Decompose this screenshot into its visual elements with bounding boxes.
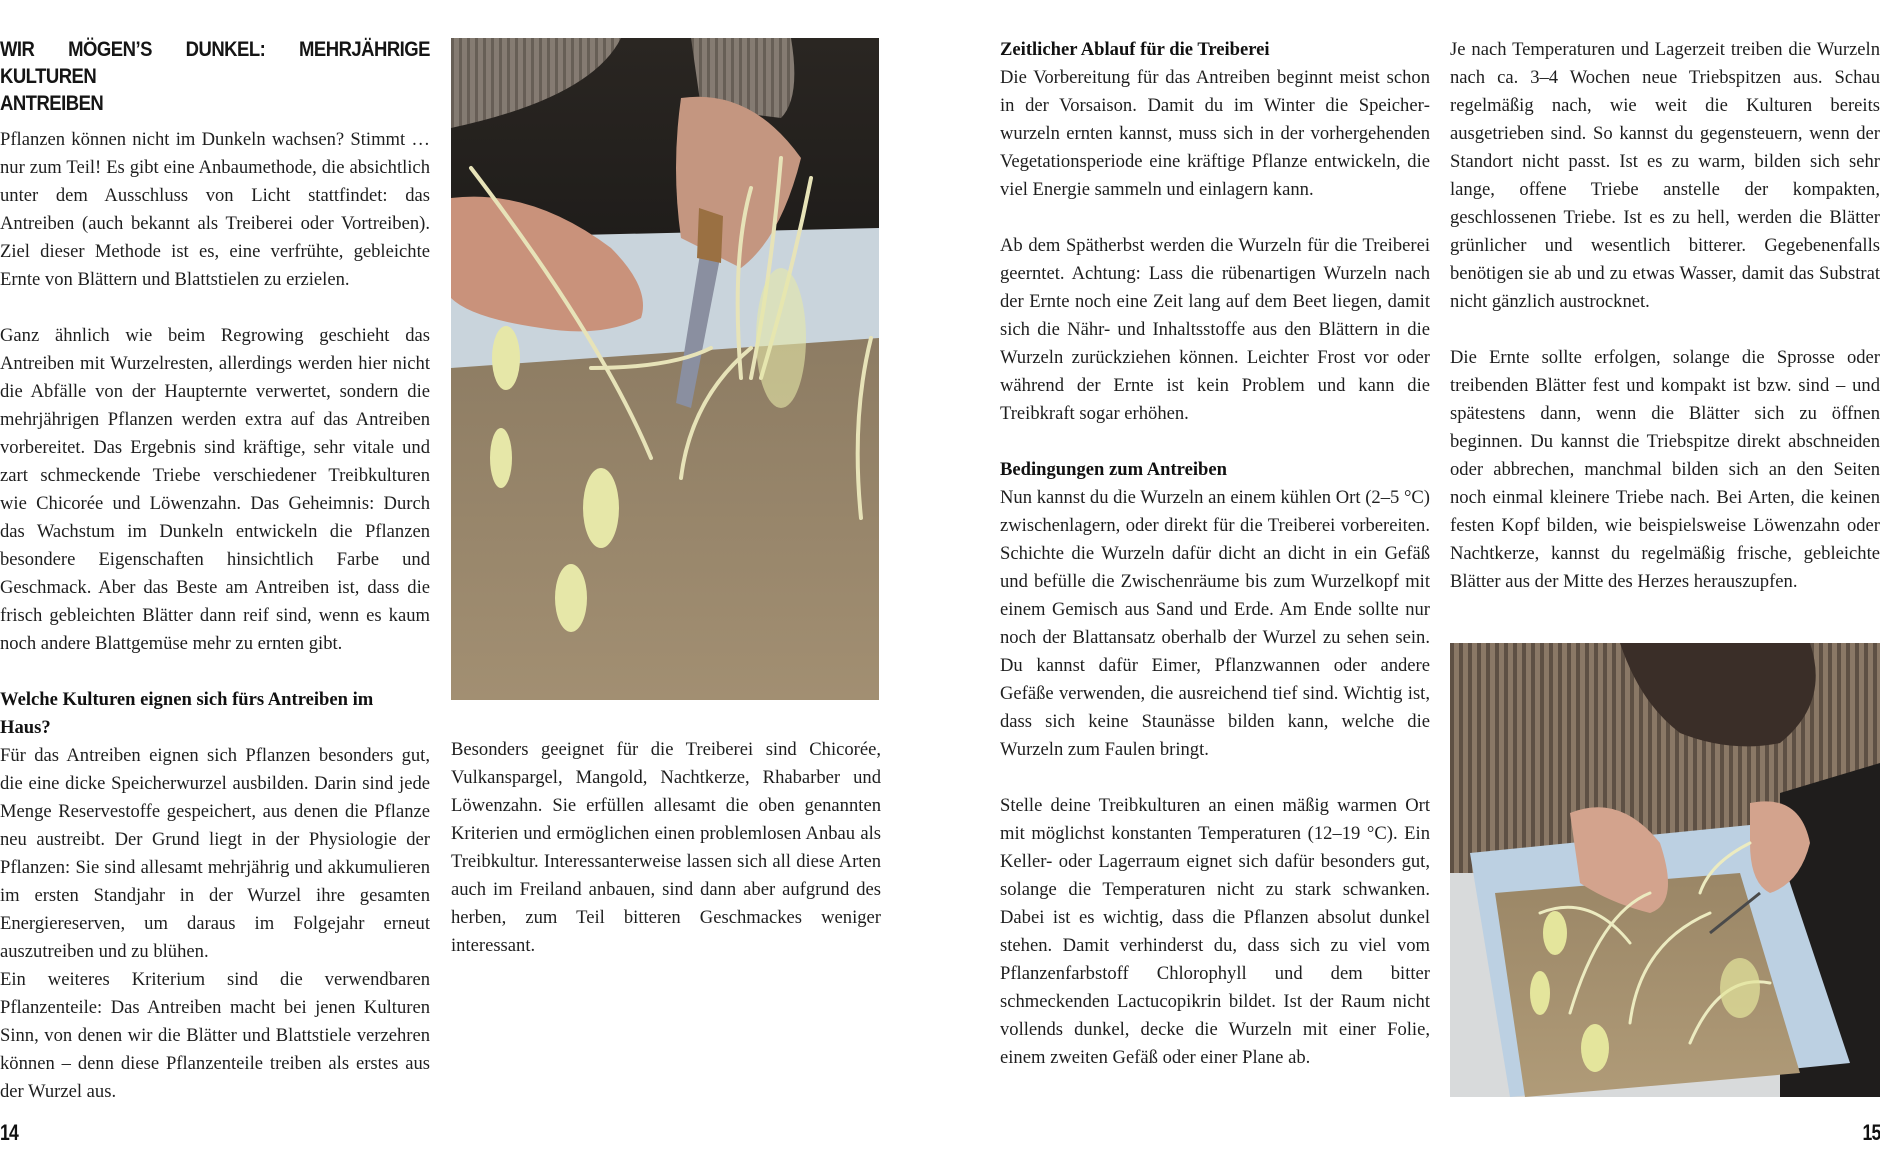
photo-illustration — [451, 38, 879, 700]
right-column-2 — [1450, 36, 1880, 596]
chapter-title — [0, 36, 430, 115]
body-paragraph: Die Vorbereitung für das Antreiben beginnt meist schon in der Vorsaison. Damit du im Winter die Speicherwurzeln ernten kannst, muss sich in der vorhergehenden Vegetationsperiode eine kräftige Pflanze entwickeln, die viel Energie sammeln und einlagern kann. — [1000, 67, 1430, 200]
body-paragraph: Ganz ähnlich wie beim Regrowing geschieht das Antreiben mit Wurzelresten, allerdings werden hier nicht die Abfälle von der Haupternte verwertet, sondern die mehrjährigen Pflanzen werden extra auf das Antreiben vorbereitet. Das Ergebnis sind kräftige, sehr vitale und zart schmeckende Triebe verschiedener Treibkulturen wie Chicorée und Löwenzahn. Das Geheimnis: Durch das Wachstum im Dunkeln entwickeln die Pflanzen besondere Eigenschaften hinsichtlich Farbe und Geschmack. Aber das Beste am Antreiben ist, dass die frisch gebleichten Blätter dann reif sind, wenn es kaum noch andere Blattgemüse mehr zu ernten gibt. — [0, 325, 430, 654]
chapter-title-line-1: WIR MÖGEN’S DUNKEL: MEHRJÄHRIGE KULTUREN — [0, 37, 430, 88]
section-heading: Zeitlicher Ablauf für die Treiberei — [1000, 39, 1270, 60]
body-paragraph: Nun kannst du die Wurzeln an einem kühlen Ort (2–5 °C) zwischenlagern, oder direkt für die Treiberei vorbereiten. Schichte die Wurzeln dafür dicht an dicht in ein Gefäß und befülle die Zwischenräume bis zum Wurzelkopf mit einem Gemisch aus Sand und Erde. Am Ende sollte nur noch der Blattansatz oberhalb der Wurzel zu sehen sein. Du kannst dafür Eimer, Pflanzwannen oder andere Gefäße verwenden, die ausreichend tief sind. Wichtig ist, dass sich keine Staunässe bilden kann, welche die Wurzeln zum Faulen bringt. — [1000, 487, 1430, 760]
page-number-left: 14 — [0, 1120, 18, 1145]
photo-cutting-shoots-in-tub — [1450, 643, 1880, 1097]
page-number-right: 15 — [1862, 1120, 1880, 1145]
photo-illustration — [1450, 643, 1880, 1097]
right-column-1 — [1000, 36, 1430, 1072]
section-heading: Welche Kulturen eignen sich fürs Antreiben im Haus? — [0, 689, 374, 738]
photo-harvesting-shoots — [451, 38, 879, 700]
body-paragraph: Je nach Temperaturen und Lagerzeit treiben die Wurzeln nach ca. 3–4 Wochen neue Triebspitzen aus. Schau regelmäßig nach, wie weit die Kulturen bereits ausgetrieben sind. So kannst du gegensteuern, wenn der Standort nicht passt. Ist es zu warm, bilden sich sehr lange, offene Triebe anstelle der kompakten, geschlossenen Triebe. Ist es zu hell, werden die Blätter grünlicher und wesentlich bitterer. Gegebenenfalls benötigen sie ab und zu etwas Wasser, damit das Substrat nicht gänzlich austrocknet. — [1450, 39, 1880, 312]
chapter-title-line-2: ANTREIBEN — [0, 91, 104, 115]
body-paragraph: Ab dem Spätherbst werden die Wurzeln für die Treiberei geerntet. Achtung: Lass die rübenartigen Wurzeln nach der Ernte noch eine Zeit lang auf dem Beet liegen, damit sich die Nähr- und Inhaltsstoffe aus den Blättern in die Wurzeln zurückziehen können. Leichter Frost vor oder während der Ernte ist kein Problem und kann die Treibkraft sogar erhöhen. — [1000, 235, 1430, 424]
left-column-2 — [451, 736, 881, 960]
body-paragraph: Für das Antreiben eignen sich Pflanzen besonders gut, die eine dicke Speicherwurzel ausbilden. Darin sind jede Menge Reservestoffe gespeichert, aus denen die Pflanze neu austreibt. Der Grund liegt in der Physiologie der Pflanzen: Sie sind allesamt mehrjährig und akkumulieren im ersten Standjahr in der Wurzel ihre gesamten Energiereserven, um daraus im Folgejahr erneut auszutreiben und zu blühen. — [0, 745, 430, 962]
intro-paragraph: Pflanzen können nicht im Dunkeln wachsen? Stimmt … nur zum Teil! Es gibt eine Anbaumethode, die absichtlich unter dem Ausschluss von Licht stattfindet: das Antreiben (auch bekannt als Treiberei oder Vortreiben). Ziel dieser Methode ist es, eine verfrühte, gebleichte Ernte von Blättern und Blattstielen zu erzielen. — [0, 129, 430, 290]
body-paragraph: Ein weiteres Kriterium sind die verwendbaren Pflanzenteile: Das Antreiben macht bei jenen Kulturen Sinn, von denen wir die Blätter und Blattstiele verzehren können – denn diese Pflanzenteile treiben als erstes aus der Wurzel aus. — [0, 969, 430, 1102]
body-paragraph: Stelle deine Treibkulturen an einen mäßig warmen Ort mit möglichst konstanten Temperaturen (12–19 °C). Ein Keller- oder Lagerraum eignet sich dafür besonders gut, solange die Temperaturen nicht zu stark schwanken. Dabei ist es wichtig, dass die Pflanzen absolut dunkel stehen. Damit verhinderst du, dass sich zu viel vom Pflanzenfarbstoff Chlorophyll und dem bitter schmeckenden Lactucopikrin bildet. Ist der Raum nicht vollends dunkel, decke die Wurzeln mit einer Folie, einem zweiten Gefäß oder einer Plane ab. — [1000, 795, 1430, 1068]
body-paragraph: Die Ernte sollte erfolgen, solange die Sprosse oder treibenden Blätter fest und kompakt ist bzw. sind – und spätestens dann, wenn die Blätter sich zu öffnen beginnen. Du kannst die Triebspitze direkt abschneiden oder abbrechen, manchmal bilden sich an den Seiten noch einmal kleinere Triebe nach. Bei Arten, die keinen festen Kopf bilden, wie beispielsweise Löwenzahn oder Nachtkerze, kannst du regelmäßig frische, gebleichte Blätter aus der Mitte des Herzes herauszupfen. — [1450, 347, 1880, 592]
body-paragraph: Besonders geeignet für die Treiberei sind Chicorée, Vulkanspargel, Mangold, Nachtkerze, Rhabarber und Löwenzahn. Sie erfüllen allesamt die oben genannten Kriterien und ermöglichen einen problemlosen Anbau als Treibkultur. Interessanterweise lassen sich all diese Arten auch im Freiland anbauen, sind dann aber aufgrund des herben, zum Teil bitteren Geschmackes weniger interessant. — [451, 739, 881, 956]
section-heading: Bedingungen zum Antreiben — [1000, 459, 1227, 480]
left-column-1 — [0, 36, 430, 1106]
